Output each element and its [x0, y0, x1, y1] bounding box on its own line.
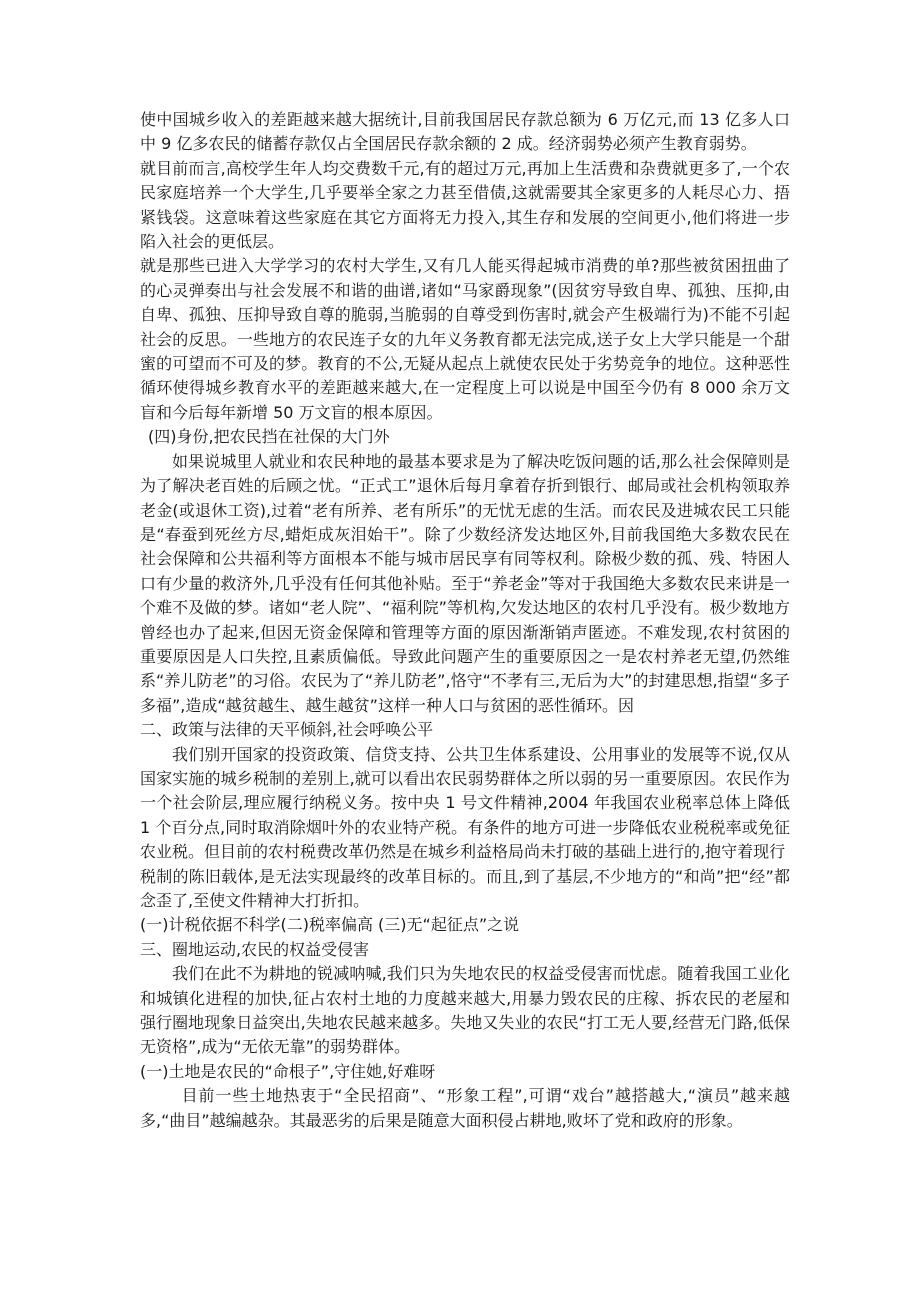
document-page [140, 108, 790, 1133]
paragraph-social-security: 如果说城里人就业和农民种地的最基本要求是为了解决吃饭问题的话,那么社会保障则是为了解决老百姓的后顾之忧。“正式工”退休后每月拿着存折到银行、邮局或社会机构领取养老金(或退休工资),过着“老有所养、老有所乐”的无忧无虑的生活。而农民及进城农民工只能是“春蚕到死丝方尽,蜡炬成灰泪始干”。除了少数经济发达地区外,目前我国绝大多数农民在社会保障和公共福利等方面根本不能与城市居民享有同等权利。除极少数的孤、残、特困人口有少量的救济外,几乎没有任何其他补贴。至于“养老金”等对于我国绝大多数农民来讲是一个难不及做的梦。诸如“老人院”、“福利院”等机构,欠发达地区的农村几乎没有。极少数地方曾经也办了起来,但因无资金保障和管理等方面的原因渐渐销声匿迹。不难发现,农村贫困的重要原因是人口失控,且素质偏低。导致此问题产生的重要原因之一是农村养老无望,仍然维系“养儿防老”的习俗。农民为了“养儿防老”,恪守“不孝有三,无后为大”的封建思想,指望“多子多福”,造成“越贫越生、越生越贫”这样一种人口与贫困的恶性循环。因 [140, 451, 790, 715]
paragraph-image-projects: 目前一些土地热衷于“全民招商”、“形象工程”,可谓“戏台”越搭越大,“演员”越来越多,“曲目”越编越杂。其最恶劣的后果是随意大面积侵占耕地,败坏了党和政府的形象。 [140, 1086, 790, 1130]
paragraph-tax-system: 我们别开国家的投资政策、信贷支持、公共卫生体系建设、公用事业的发展等不说,仅从国家实施的城乡税制的差别上,就可以看出农民弱势群体之所以弱的另一重要原因。农民作为一个社会阶层,理应履行纳税义务。按中央 1 号文件精神,2004 年我国农业税率总体上降低 1 个百分点,同时取消除烟叶外的农业特产税。有条件的地方可进一步降低农业税税率或免征农业税。但目前的农村税费改革仍然是在城乡利益格局尚未打破的基础上进行的,抱守着现行 [140, 744, 790, 862]
paragraph-tuition-burden: 就目前而言,高校学生年人均交费数千元,有的超过万元,再加上生活费和杂费就更多了,一个农民家庭培养一个大学生,几乎要举全家之力甚至借债,这就需要其全家更多的人耗尽心力、捂紧钱袋。这意味着这些家庭在其它方面将无力投入,其生存和发展的空间更小,他们将进一步陷入社会的更低层。 [140, 158, 790, 252]
subheading-tax-issues: (一)计税依据不科学(二)税率偏高 (三)无“起征点”之说 [140, 915, 520, 935]
paragraph-landless-farmers: 我们在此不为耕地的锐减呐喊,我们只为失地农民的权益受侵害而忧虑。随着我国工业化和城镇化进程的加快,征占农村土地的力度越来越大,用暴力毁农民的庄稼、拆农民的老屋和强行圈地现象日益突出,失地农民越来越多。失地又失业的农民“打工无人要,经营无门路,低保无资格”,成为“无依无靠”的弱势群体。 [140, 964, 790, 1057]
section-heading-social-security: (四)身份,把农民挡在社保的大门外 [148, 427, 390, 447]
section-heading-policy-law: 二、政策与法律的天平倾斜,社会呼唤公平 [140, 720, 434, 740]
paragraph-rural-students: 就是那些已进入大学学习的农村大学生,又有几人能买得起城市消费的单?那些被贫困扭曲了的心灵弹奏出与社会发展不和谐的曲谱,诸如“马家爵现象”(因贫穷导致自卑、孤独、压抑,由自卑、孤独、压抑导致自尊的脆弱,当脆弱的自尊受到伤害时,就会产生极端行为)不能不引起社会的反思。一些地方的农民连子女的九年义务教育都无法完成,送子女上大学只能是一个甜蜜的可望而不可及的梦。教育的不公,无疑从起点上就使农民处于劣势竞争的地位。这种恶性循环使得城乡教育水平的差距越来越大,在一定程度上可以说是中国至今仍有 8 000 余万文盲和今后每年新增 50 万文盲的根本原因。 [140, 256, 790, 422]
paragraph-income-gap: 使中国城乡收入的差距越来越大据统计,目前我国居民存款总额为 6 万亿元,而 13 亿多人口中 9 亿多农民的储蓄存款仅占全国居民存款余额的 2 成。经济弱势必须产生教育弱势。 [140, 110, 790, 154]
subheading-land-lifeline: (一)土地是农民的“命根子”,守住她,好难呀 [140, 1061, 436, 1081]
paragraph-tax-system-continued: 税制的陈旧载体,是无法实现最终的改革目标的。而且,到了基层,不少地方的“和尚”把“经”都念歪了,至使文件精神大打折扣。 [140, 866, 790, 910]
section-heading-land-enclosure: 三、圈地运动,农民的权益受侵害 [140, 939, 370, 959]
